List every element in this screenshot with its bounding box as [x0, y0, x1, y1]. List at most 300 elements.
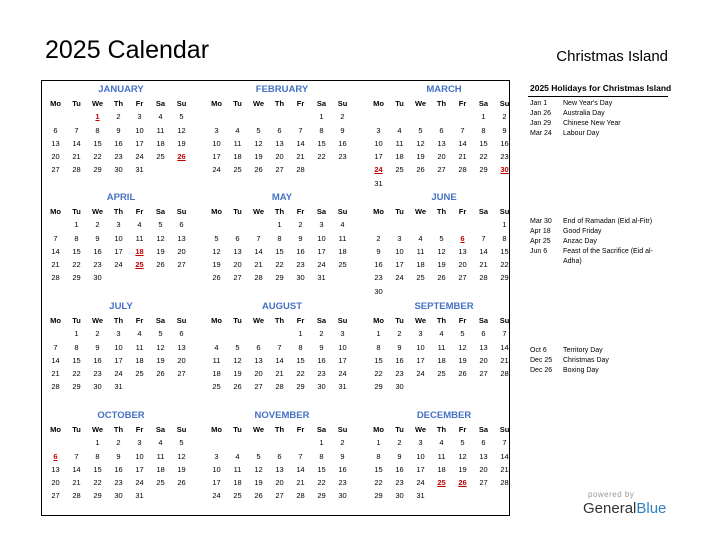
day-cell: 25 [437, 369, 446, 379]
day-cell: 27 [177, 369, 186, 379]
day-cell: 18 [395, 152, 404, 162]
holiday-day-cell: 26 [177, 152, 186, 162]
empty-cell [45, 436, 66, 449]
empty-cell [248, 110, 269, 123]
weekday-header: Su [176, 425, 187, 434]
weekday-header: Fr [458, 316, 467, 325]
month-december [368, 409, 520, 503]
day-cell: 22 [500, 260, 509, 270]
day-cell: 16 [317, 355, 326, 365]
day-cell: 25 [156, 152, 165, 162]
day-cell: 19 [177, 464, 186, 474]
day-cell: 10 [416, 451, 425, 461]
day-cell: 28 [500, 369, 509, 379]
weekday-header: We [91, 207, 104, 216]
day-cell: 11 [233, 464, 242, 474]
weekday-header: Tu [233, 207, 242, 216]
weekday-header: Sa [316, 99, 327, 108]
day-cell: 7 [74, 125, 79, 135]
holiday-date: Jan 29 [530, 120, 552, 127]
day-cell: 22 [72, 369, 81, 379]
weekday-header: Mo [50, 316, 61, 325]
day-cell: 3 [418, 438, 423, 448]
holiday-day-cell: 6 [53, 451, 58, 461]
day-cell: 20 [479, 355, 488, 365]
holiday-name: Australia Day [563, 110, 605, 117]
day-cell: 3 [116, 220, 121, 230]
day-cell: 16 [500, 138, 509, 148]
weekday-header: Th [113, 425, 124, 434]
day-cell: 19 [458, 355, 467, 365]
day-cell: 16 [93, 246, 102, 256]
day-cell: 6 [235, 233, 240, 243]
day-cell: 12 [416, 138, 425, 148]
day-cell: 31 [416, 491, 425, 501]
day-cell: 8 [74, 233, 79, 243]
weekday-header: Sa [316, 207, 327, 216]
month-march [368, 83, 520, 190]
day-cell: 29 [500, 273, 509, 283]
day-cell: 12 [437, 246, 446, 256]
day-cell: 5 [256, 451, 261, 461]
day-cell: 23 [317, 369, 326, 379]
empty-cell [269, 436, 290, 449]
day-cell: 14 [72, 464, 81, 474]
brand-blue: Blue [636, 500, 667, 517]
day-cell: 15 [374, 464, 383, 474]
day-cell: 5 [179, 438, 184, 448]
day-cell: 13 [275, 138, 284, 148]
weekday-header: Mo [211, 316, 222, 325]
day-cell: 11 [156, 451, 165, 461]
day-cell: 3 [376, 125, 381, 135]
weekday-header: Sa [155, 316, 166, 325]
weekday-header: Su [499, 99, 510, 108]
weekday-header: Mo [211, 99, 222, 108]
day-cell: 17 [416, 355, 425, 365]
day-cell: 26 [156, 369, 165, 379]
empty-cell [452, 110, 473, 123]
empty-cell [227, 218, 248, 231]
holiday-date: Dec 26 [530, 367, 553, 374]
day-cell: 21 [500, 464, 509, 474]
day-cell: 20 [51, 152, 60, 162]
weekday-header: Th [436, 99, 447, 108]
weekday-header: We [91, 99, 104, 108]
weekday-header: Tu [72, 316, 81, 325]
empty-cell [248, 327, 269, 340]
weekday-header: We [252, 207, 265, 216]
day-cell: 11 [135, 342, 144, 352]
weekday-header: Th [113, 99, 124, 108]
holiday-day-cell: 30 [500, 165, 509, 175]
day-cell: 6 [481, 438, 486, 448]
month-days-grid [206, 423, 358, 503]
day-cell: 9 [319, 342, 324, 352]
month-name: FEBRUARY [255, 84, 309, 95]
day-cell: 19 [156, 246, 165, 256]
day-cell: 13 [458, 246, 467, 256]
day-cell: 24 [395, 273, 404, 283]
day-cell: 27 [51, 491, 60, 501]
weekday-header: Fr [296, 207, 305, 216]
month-name: AUGUST [261, 301, 303, 312]
day-cell: 8 [298, 342, 303, 352]
weekday-header: Sa [155, 207, 166, 216]
day-cell: 8 [502, 233, 507, 243]
day-cell: 11 [233, 138, 242, 148]
day-cell: 23 [114, 478, 123, 488]
day-cell: 25 [212, 382, 221, 392]
day-cell: 22 [479, 152, 488, 162]
day-cell: 7 [502, 438, 507, 448]
empty-cell [45, 327, 66, 340]
day-cell: 10 [374, 138, 383, 148]
day-cell: 14 [51, 246, 60, 256]
holiday-item [530, 217, 670, 227]
day-cell: 19 [254, 478, 263, 488]
day-cell: 24 [135, 152, 144, 162]
day-cell: 18 [437, 464, 446, 474]
day-cell: 21 [72, 152, 81, 162]
day-cell: 4 [137, 329, 142, 339]
holiday-item [530, 356, 670, 366]
weekday-header: Sa [478, 316, 489, 325]
day-cell: 11 [135, 233, 144, 243]
day-cell: 17 [374, 152, 383, 162]
day-cell: 25 [135, 369, 144, 379]
day-cell: 2 [340, 438, 345, 448]
day-cell: 7 [256, 233, 261, 243]
empty-cell [66, 436, 87, 449]
month-days-grid [368, 97, 520, 190]
holiday-item [530, 237, 670, 247]
empty-cell [290, 110, 311, 123]
empty-cell [206, 327, 227, 340]
day-cell: 28 [479, 273, 488, 283]
day-cell: 5 [158, 220, 163, 230]
day-cell: 11 [437, 342, 446, 352]
day-cell: 28 [296, 165, 305, 175]
day-cell: 22 [93, 478, 102, 488]
day-cell: 4 [397, 125, 402, 135]
day-cell: 2 [502, 112, 507, 122]
holiday-name: End of Ramadan (Eid al-Fitr) [563, 218, 653, 225]
day-cell: 18 [233, 478, 242, 488]
day-cell: 4 [214, 342, 219, 352]
day-cell: 24 [338, 369, 347, 379]
day-cell: 26 [458, 369, 467, 379]
empty-cell [206, 218, 227, 231]
month-september [368, 300, 520, 394]
day-cell: 11 [437, 451, 446, 461]
day-cell: 30 [317, 382, 326, 392]
weekday-header: Mo [50, 207, 61, 216]
day-cell: 17 [317, 246, 326, 256]
day-cell: 16 [114, 138, 123, 148]
day-cell: 29 [296, 382, 305, 392]
weekday-header: We [252, 316, 265, 325]
day-cell: 24 [212, 165, 221, 175]
day-cell: 9 [340, 451, 345, 461]
day-cell: 5 [214, 233, 219, 243]
day-cell: 13 [51, 138, 60, 148]
day-cell: 22 [374, 478, 383, 488]
empty-cell [227, 436, 248, 449]
day-cell: 3 [214, 451, 219, 461]
weekday-header: Tu [395, 425, 404, 434]
weekday-header: Fr [458, 425, 467, 434]
day-cell: 22 [374, 369, 383, 379]
weekday-header: Th [113, 207, 124, 216]
day-cell: 26 [233, 382, 242, 392]
day-cell: 8 [376, 342, 381, 352]
day-cell: 1 [74, 220, 79, 230]
holiday-name: Anzac Day [563, 238, 597, 245]
weekday-header: Tu [233, 316, 242, 325]
weekday-header: Su [499, 425, 510, 434]
day-cell: 26 [254, 491, 263, 501]
weekday-header: Fr [296, 425, 305, 434]
brand-general: General [583, 500, 637, 517]
day-cell: 18 [156, 464, 165, 474]
empty-cell [66, 110, 87, 123]
day-cell: 5 [158, 329, 163, 339]
day-cell: 3 [418, 329, 423, 339]
holiday-day-cell: 25 [437, 478, 446, 488]
empty-cell [206, 436, 227, 449]
day-cell: 25 [156, 478, 165, 488]
day-cell: 9 [116, 125, 121, 135]
day-cell: 22 [93, 152, 102, 162]
day-cell: 2 [95, 220, 100, 230]
day-cell: 18 [338, 246, 347, 256]
day-cell: 29 [93, 165, 102, 175]
day-cell: 20 [275, 152, 284, 162]
day-cell: 17 [135, 138, 144, 148]
empty-cell [227, 327, 248, 340]
holiday-day-cell: 18 [135, 246, 144, 256]
day-cell: 28 [51, 382, 60, 392]
weekday-header: Sa [478, 99, 489, 108]
day-cell: 9 [397, 342, 402, 352]
holiday-name: Christmas Day [563, 357, 609, 364]
day-cell: 26 [416, 165, 425, 175]
day-cell: 7 [460, 125, 465, 135]
day-cell: 9 [298, 233, 303, 243]
holidays-divider [528, 96, 668, 97]
day-cell: 23 [395, 478, 404, 488]
day-cell: 2 [95, 329, 100, 339]
day-cell: 10 [212, 464, 221, 474]
month-days-grid [45, 97, 197, 177]
day-cell: 15 [72, 246, 81, 256]
day-cell: 5 [460, 438, 465, 448]
day-cell: 29 [275, 273, 284, 283]
day-cell: 25 [338, 260, 347, 270]
month-august [206, 300, 358, 394]
day-cell: 2 [298, 220, 303, 230]
day-cell: 5 [439, 233, 444, 243]
empty-cell [431, 218, 452, 231]
day-cell: 19 [233, 369, 242, 379]
holiday-date: Apr 18 [530, 228, 551, 235]
day-cell: 8 [95, 451, 100, 461]
day-cell: 23 [93, 369, 102, 379]
day-cell: 16 [338, 464, 347, 474]
calendar-grid [41, 80, 510, 516]
country-name: Christmas Island [556, 48, 668, 65]
holiday-item [530, 366, 670, 376]
day-cell: 14 [458, 138, 467, 148]
day-cell: 9 [502, 125, 507, 135]
empty-cell [45, 110, 66, 123]
month-name: SEPTEMBER [414, 301, 474, 312]
day-cell: 11 [395, 138, 404, 148]
empty-cell [248, 218, 269, 231]
day-cell: 5 [418, 125, 423, 135]
day-cell: 15 [500, 246, 509, 256]
weekday-header: Su [499, 316, 510, 325]
month-name: JANUARY [98, 84, 144, 95]
day-cell: 10 [135, 125, 144, 135]
holiday-item [530, 247, 670, 267]
weekday-header: Fr [135, 316, 144, 325]
day-cell: 25 [233, 165, 242, 175]
day-cell: 30 [296, 273, 305, 283]
day-cell: 3 [319, 220, 324, 230]
day-cell: 21 [51, 369, 60, 379]
day-cell: 4 [439, 329, 444, 339]
day-cell: 5 [256, 125, 261, 135]
month-october [45, 409, 197, 503]
weekday-header: Fr [458, 99, 467, 108]
day-cell: 26 [177, 478, 186, 488]
day-cell: 10 [416, 342, 425, 352]
month-june [368, 191, 520, 298]
day-cell: 21 [296, 478, 305, 488]
holiday-list-q3 [530, 346, 670, 376]
day-cell: 13 [437, 138, 446, 148]
month-january [45, 83, 197, 177]
weekday-header: Tu [395, 316, 404, 325]
day-cell: 30 [114, 165, 123, 175]
day-cell: 15 [93, 138, 102, 148]
day-cell: 21 [479, 260, 488, 270]
day-cell: 7 [277, 342, 282, 352]
day-cell: 13 [177, 342, 186, 352]
empty-cell [368, 110, 389, 123]
day-cell: 7 [298, 451, 303, 461]
month-days-grid [206, 97, 358, 177]
day-cell: 12 [177, 125, 186, 135]
day-cell: 14 [479, 246, 488, 256]
day-cell: 28 [72, 491, 81, 501]
day-cell: 23 [296, 260, 305, 270]
day-cell: 10 [114, 233, 123, 243]
day-cell: 28 [296, 491, 305, 501]
day-cell: 8 [376, 451, 381, 461]
day-cell: 24 [212, 491, 221, 501]
holiday-date: Apr 25 [530, 238, 551, 245]
day-cell: 10 [135, 451, 144, 461]
day-cell: 4 [137, 220, 142, 230]
day-cell: 20 [233, 260, 242, 270]
day-cell: 27 [177, 260, 186, 270]
day-cell: 27 [479, 369, 488, 379]
day-cell: 27 [254, 382, 263, 392]
day-cell: 8 [481, 125, 486, 135]
weekday-header: Fr [135, 99, 144, 108]
day-cell: 29 [317, 491, 326, 501]
day-cell: 23 [395, 369, 404, 379]
brand-logo[interactable] [583, 500, 666, 517]
day-cell: 9 [397, 451, 402, 461]
day-cell: 28 [500, 478, 509, 488]
day-cell: 7 [481, 233, 486, 243]
day-cell: 1 [376, 438, 381, 448]
holiday-item [530, 129, 670, 139]
day-cell: 19 [254, 152, 263, 162]
day-cell: 24 [114, 260, 123, 270]
day-cell: 16 [395, 355, 404, 365]
day-cell: 4 [418, 233, 423, 243]
weekday-header: We [414, 207, 427, 216]
day-cell: 21 [51, 260, 60, 270]
weekday-header: Mo [50, 425, 61, 434]
day-cell: 16 [395, 464, 404, 474]
day-cell: 29 [374, 382, 383, 392]
day-cell: 12 [156, 342, 165, 352]
holiday-name: New Year's Day [563, 100, 613, 107]
holiday-name: Boxing Day [563, 367, 599, 374]
day-cell: 29 [72, 273, 81, 283]
day-cell: 9 [116, 451, 121, 461]
weekday-header: Mo [373, 99, 384, 108]
day-cell: 14 [500, 451, 509, 461]
weekday-header: We [414, 316, 427, 325]
day-cell: 23 [93, 260, 102, 270]
day-cell: 20 [437, 152, 446, 162]
month-days-grid [45, 205, 197, 285]
day-cell: 13 [177, 233, 186, 243]
weekday-header: Tu [233, 425, 242, 434]
day-cell: 12 [212, 246, 221, 256]
day-cell: 27 [458, 273, 467, 283]
month-days-grid [206, 314, 358, 394]
day-cell: 4 [158, 112, 163, 122]
holiday-day-cell: 25 [135, 260, 144, 270]
weekday-header: Th [436, 316, 447, 325]
day-cell: 26 [254, 165, 263, 175]
day-cell: 21 [72, 478, 81, 488]
day-cell: 7 [298, 125, 303, 135]
holiday-date: Oct 6 [530, 347, 547, 354]
day-cell: 12 [458, 451, 467, 461]
weekday-header: Th [274, 425, 285, 434]
month-name: APRIL [106, 192, 136, 203]
day-cell: 23 [114, 152, 123, 162]
day-cell: 19 [177, 138, 186, 148]
day-cell: 26 [212, 273, 221, 283]
day-cell: 20 [275, 478, 284, 488]
month-days-grid [368, 205, 520, 298]
day-cell: 14 [72, 138, 81, 148]
day-cell: 19 [416, 152, 425, 162]
day-cell: 22 [296, 369, 305, 379]
day-cell: 7 [74, 451, 79, 461]
empty-cell [389, 218, 410, 231]
